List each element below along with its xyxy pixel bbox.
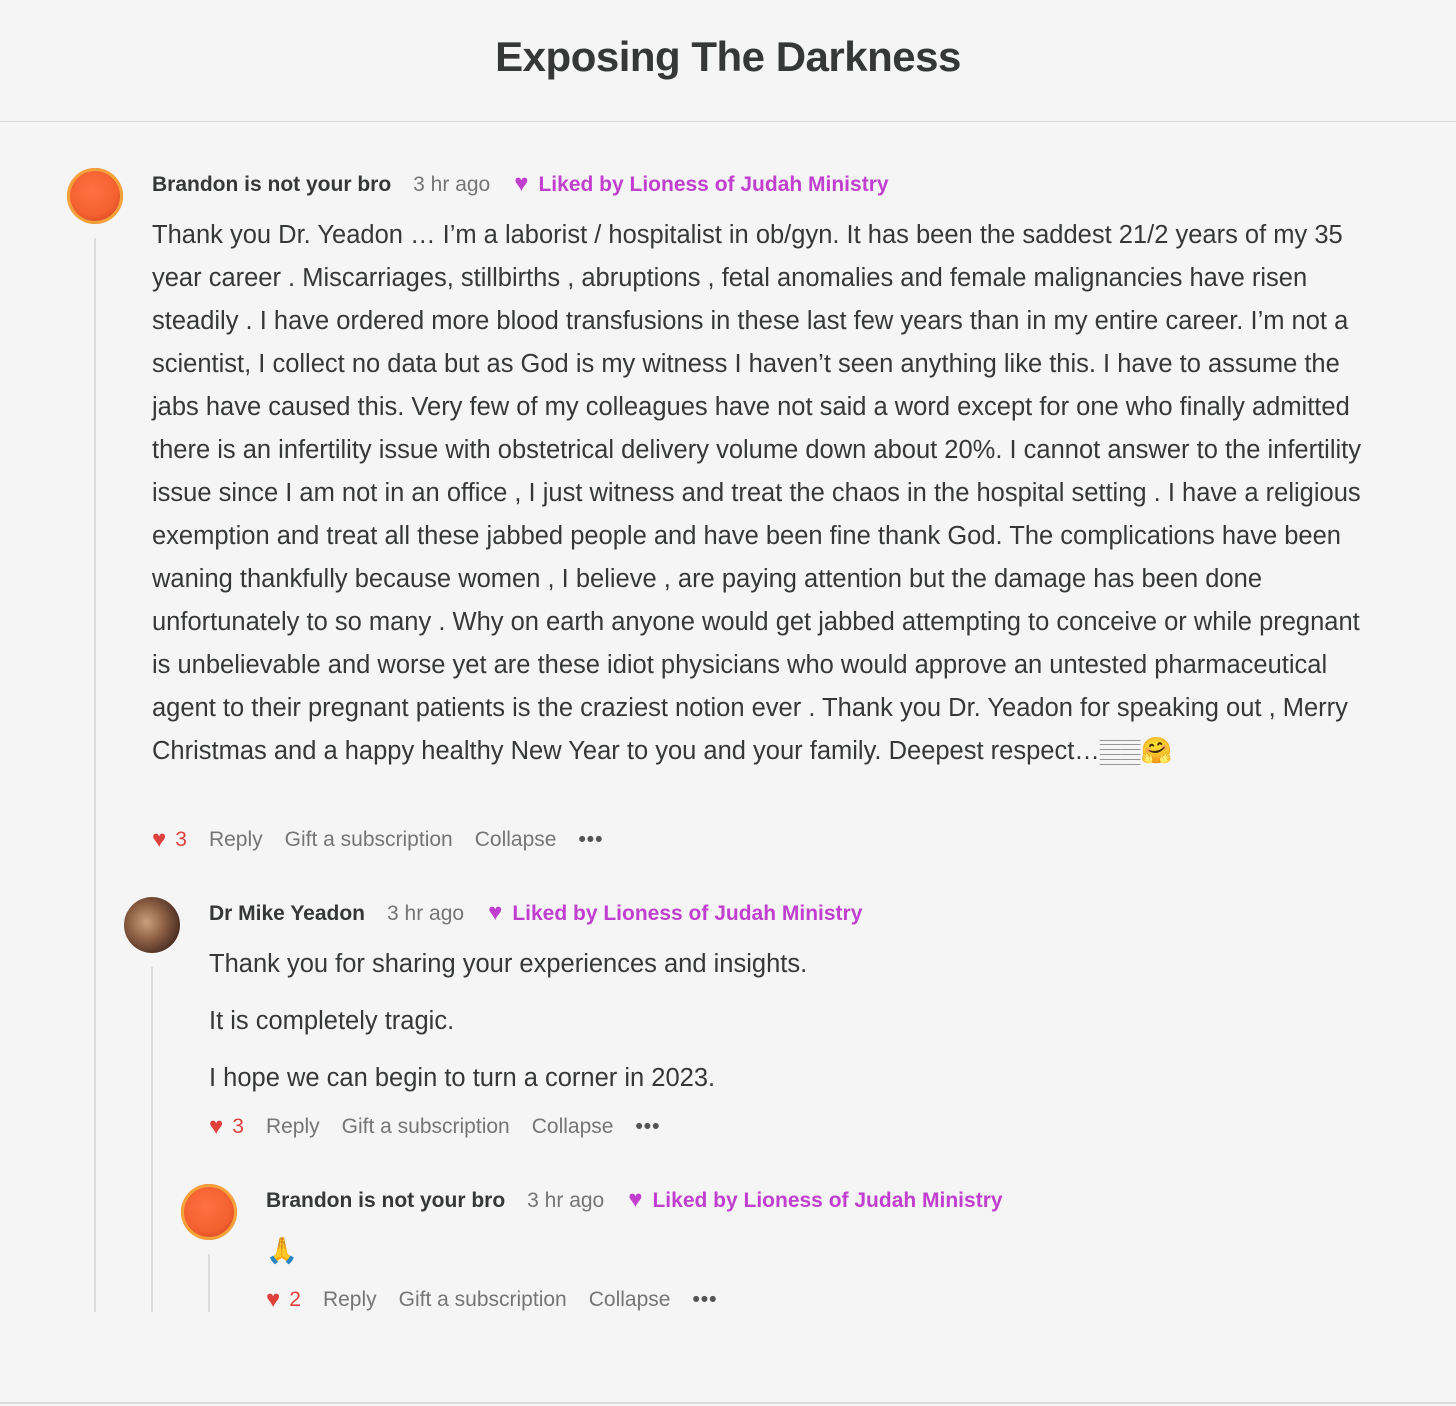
comment-actions	[209, 1113, 661, 1141]
timestamp[interactable]: 3 hr ago	[527, 1189, 605, 1212]
like-button[interactable]	[266, 1286, 301, 1314]
heart-icon: ♥	[209, 1113, 224, 1140]
collapse-button[interactable]: Collapse	[531, 1115, 614, 1138]
timestamp[interactable]: 3 hr ago	[387, 902, 465, 925]
gift-subscription-button[interactable]: Gift a subscription	[284, 828, 453, 851]
like-count: 2	[289, 1288, 301, 1311]
comment-header	[266, 1186, 1003, 1214]
comment-header	[209, 899, 862, 927]
like-count: 3	[232, 1115, 244, 1138]
author-name[interactable]: Dr Mike Yeadon	[209, 902, 366, 925]
thread-line[interactable]	[151, 967, 153, 1312]
divider	[0, 1402, 1456, 1404]
comment-body	[152, 214, 1367, 787]
reply-button[interactable]: Reply	[265, 1115, 320, 1138]
liked-by-badge	[514, 170, 888, 198]
comment-body	[266, 1230, 1266, 1287]
liked-by-text: Liked by Lioness of Judah Ministry	[512, 902, 863, 925]
more-options-icon[interactable]: •••	[578, 828, 604, 851]
like-button[interactable]	[209, 1113, 244, 1141]
author-name[interactable]: Brandon is not your bro	[266, 1189, 506, 1212]
page-title: Exposing The Darkness	[495, 32, 961, 80]
more-options-icon[interactable]: •••	[692, 1288, 718, 1311]
timestamp[interactable]: 3 hr ago	[413, 173, 491, 196]
collapse-button[interactable]: Collapse	[588, 1288, 671, 1311]
heart-icon: ♥	[628, 1186, 643, 1213]
comment-body	[209, 943, 1359, 1114]
collapse-button[interactable]: Collapse	[474, 828, 557, 851]
comment-paragraph: I hope we can begin to turn a corner in 2023.	[209, 1064, 716, 1092]
comment-paragraph: 🙏	[266, 1237, 298, 1265]
liked-by-text: Liked by Lioness of Judah Ministry	[538, 173, 889, 196]
gift-subscription-button[interactable]: Gift a subscription	[398, 1288, 567, 1311]
liked-by-badge	[628, 1186, 1002, 1214]
liked-by-text: Liked by Lioness of Judah Ministry	[652, 1189, 1003, 1212]
thread-line[interactable]	[208, 1254, 210, 1312]
gift-subscription-button[interactable]: Gift a subscription	[341, 1115, 510, 1138]
user-avatar[interactable]	[181, 1184, 237, 1240]
thread-line[interactable]	[94, 238, 96, 1312]
like-count: 3	[175, 828, 187, 851]
comment-header	[152, 170, 889, 198]
heart-icon: ♥	[152, 826, 167, 853]
like-button[interactable]	[152, 826, 187, 854]
comment-paragraph: Thank you Dr. Yeadon … I’m a laborist / hospitalist in ob/gyn. It has been the saddest 21/2 years of my 35 year career . Miscarriages, stillbirths , abruptions , fetal anomalies and female malignancies have risen steadily . I have ordered more blood transfusions in these last few years than in my entire career. I’m not a scientist, I collect no data but as God is my witness I haven’t seen anything like this. I have to assume the jabs have caused this. Very few of my colleagues have not said a word except for one who finally admitted there is an infertility issue with obstetrical delivery volume down about 20%. I cannot answer to the infertility issue since I am not in an office , I just witness and treat the chaos in the hospital setting . I have a religious exemption and treat all these jabbed people and have been fine thank God. The complications have been waning thankfully because women , I believe , are paying attention but the damage has been done unfortunately to so many . Why on earth anyone would get jabbed attempting to conceive or while pregnant is unbelievable and worse yet are these idiot physicians who would approve an untested pharmaceutical agent to their pregnant patients is the craziest notion ever . Thank you Dr. Yeadon for speaking out , Merry Christmas and a happy healthy New Year to you and your family. Deepest respect…𝄛𝄛🤗	[152, 221, 1362, 765]
comment-paragraph: It is completely tragic.	[209, 1007, 455, 1035]
author-name[interactable]: Brandon is not your bro	[152, 173, 392, 196]
user-avatar[interactable]	[67, 168, 123, 224]
liked-by-badge	[488, 899, 862, 927]
heart-icon: ♥	[514, 170, 529, 197]
comment-actions	[152, 826, 604, 854]
more-options-icon[interactable]: •••	[635, 1115, 661, 1138]
reply-button[interactable]: Reply	[322, 1288, 377, 1311]
heart-icon: ♥	[488, 899, 503, 926]
user-avatar[interactable]	[124, 897, 180, 953]
page-header	[0, 0, 1456, 122]
reply-button[interactable]: Reply	[208, 828, 263, 851]
comment-paragraph: Thank you for sharing your experiences and insights.	[209, 950, 808, 978]
comment-actions	[266, 1286, 718, 1314]
heart-icon: ♥	[266, 1286, 281, 1313]
